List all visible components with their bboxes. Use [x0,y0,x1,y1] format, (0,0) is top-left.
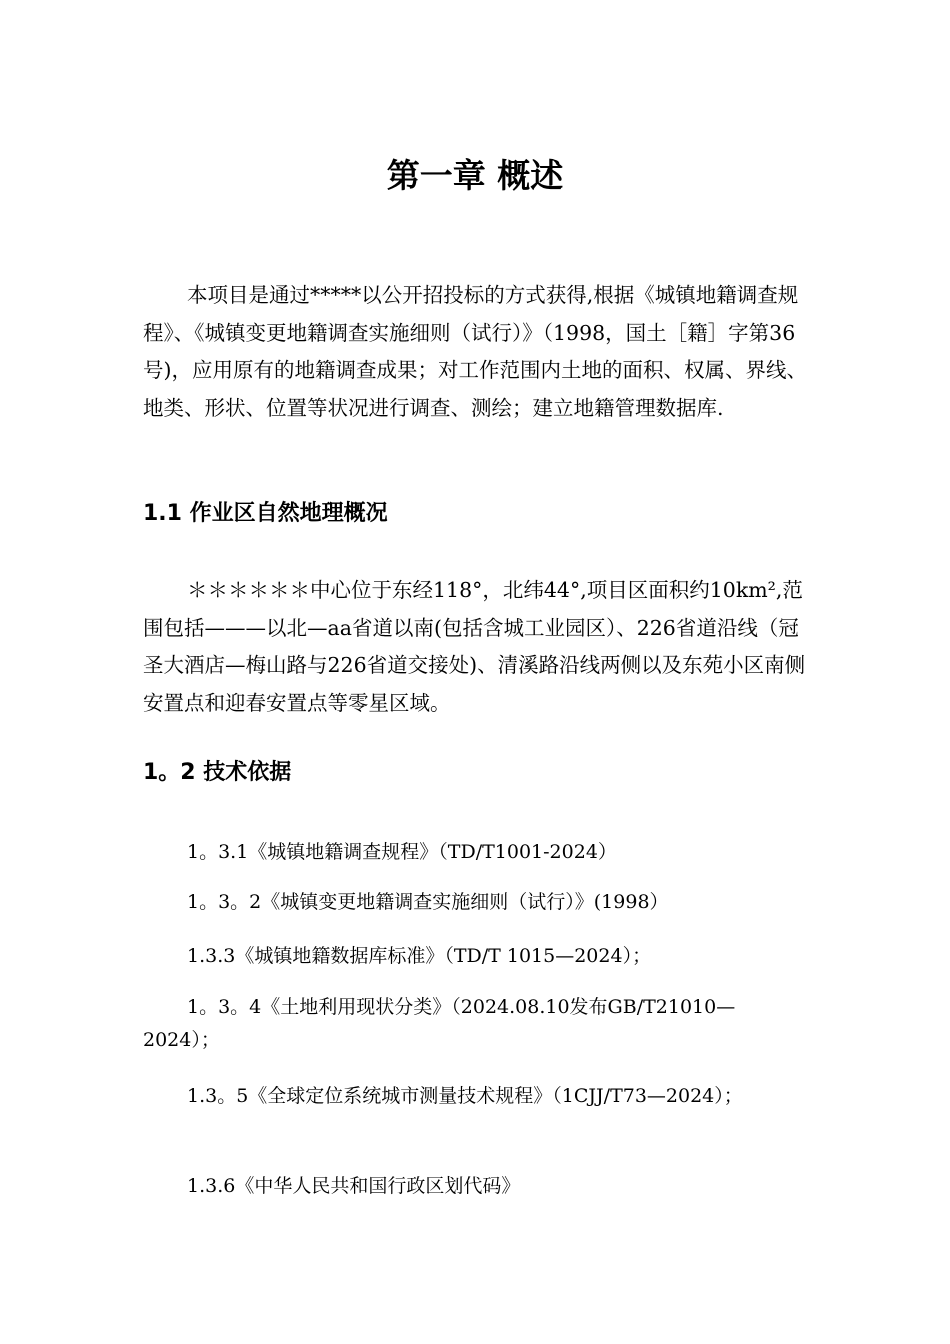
reference-item-text: 1。3。2《城镇变更地籍调查实施细则（试行）》(1998） [187,891,669,913]
reference-item [143,886,809,919]
reference-item [143,836,809,869]
reference-item-text: 1.3.6《中华人民共和国行政区划代码》 [187,1175,521,1197]
reference-item [143,991,809,1057]
section-1-2-heading: 1。2 技术依据 [143,760,292,785]
section-1-1-paragraph [143,572,809,722]
reference-item [143,1080,809,1113]
intro-paragraph-text: 本项目是通过*****以公开招投标的方式获得,根据《城镇地籍调查规程》、《城镇变更地籍调查实施细则（试行）》（1998，国土［籍］字第36号)，应用原有的地籍调查成果；对工作范围内土地的面积、权属、界线、地类、形状、位置等状况进行调查、测绘；建立地籍管理数据库. [143,283,807,420]
reference-item-text: 1。3.1《城镇地籍调查规程》（TD/T1001-2024） [187,841,617,863]
section-1-1-paragraph-text: ＊＊＊＊＊＊中心位于东经118°，北纬44°,项目区面积约10km²,范围包括———以北—aa省道以南(包括含城工业园区）、226省道沿线（冠圣大酒店—梅山路与226省道交接处)、清溪路沿线两侧以及东苑小区南侧安置点和迎春安置点等零星区域。 [143,578,806,715]
intro-paragraph [143,277,809,427]
reference-item-text: 1。3。4《土地利用现状分类》（2024.08.10发布GB/T21010—2024）； [143,996,736,1051]
reference-item-text: 1.3。5《全球定位系统城市测量技术规程》（1CJJ/T73—2024）； [187,1085,743,1107]
reference-item [143,1170,809,1203]
chapter-title: 第一章 概述 [386,156,564,195]
reference-item [143,940,809,973]
section-1-1-heading: 1.1 作业区自然地理概况 [143,501,388,526]
reference-item-text: 1.3.3《城镇地籍数据库标准》（TD/T 1015—2024）； [187,945,652,967]
